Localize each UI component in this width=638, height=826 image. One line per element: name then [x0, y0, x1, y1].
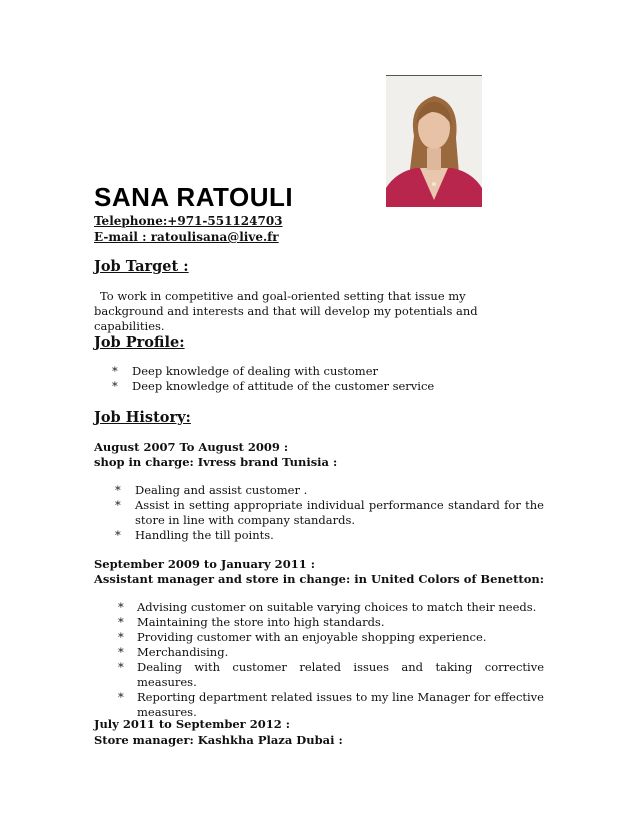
- list-item: [115, 528, 544, 543]
- list-item: [118, 615, 544, 630]
- bullet-star: *: [112, 364, 118, 378]
- job-period: July 2011 to September 2012 :: [94, 717, 290, 731]
- list-item: [118, 645, 544, 660]
- list-item: [118, 600, 544, 615]
- job-period: August 2007 To August 2009 :: [94, 440, 289, 454]
- job-profile-heading: Job Profile:: [94, 334, 185, 351]
- list-item-text: Dealing and assist customer .: [135, 483, 308, 497]
- telephone-line: Telephone:+971-551124703: [94, 214, 283, 228]
- bullet-star: *: [118, 690, 124, 704]
- list-item: [118, 630, 544, 645]
- list-item-text: Handling the till points.: [135, 528, 274, 542]
- portrait-image: [386, 76, 482, 207]
- candidate-name: SANA RATOULI: [94, 182, 294, 212]
- email-line: E-mail : ratoulisana@live.fr: [94, 230, 279, 244]
- list-item-text: Reporting department related issues to my line Manager for effective measures.: [137, 690, 544, 719]
- list-item: [118, 660, 544, 690]
- bullet-star: *: [118, 615, 124, 629]
- job-role: shop in charge: Ivress brand Tunisia :: [94, 455, 338, 469]
- job-target-text: To work in competitive and goal-oriented setting that issue my background and interests and that will develop my potentials and capabilities.: [94, 289, 478, 333]
- bullet-star: *: [115, 498, 121, 512]
- list-item: [118, 690, 544, 720]
- list-item-text: Providing customer with an enjoyable shopping experience.: [137, 630, 487, 644]
- list-item-text: Assist in setting appropriate individual performance standard for the store in line with company standards.: [135, 498, 544, 527]
- list-item-text: Dealing with customer related issues and taking corrective measures.: [137, 660, 544, 689]
- bullet-star: *: [115, 528, 121, 542]
- profile-photo: [386, 75, 482, 207]
- list-item: [112, 364, 532, 379]
- job-role: Store manager: Kashkha Plaza Dubai :: [94, 733, 343, 747]
- list-item-text: Maintaining the store into high standards.: [137, 615, 385, 629]
- job-period: September 2009 to January 2011 :: [94, 557, 315, 571]
- job-duties-list: [115, 483, 544, 543]
- list-item-text: Deep knowledge of dealing with customer: [132, 364, 379, 378]
- job-duties-list: [118, 600, 544, 720]
- list-item: [112, 379, 532, 394]
- list-item-text: Advising customer on suitable varying choices to match their needs.: [137, 600, 537, 614]
- list-item: [115, 498, 544, 528]
- job-role: Assistant manager and store in change: in United Colors of Benetton:: [94, 572, 545, 586]
- job-target-heading: Job Target :: [94, 258, 189, 275]
- bullet-star: *: [118, 660, 124, 674]
- bullet-star: *: [118, 630, 124, 644]
- bullet-star: *: [115, 483, 121, 497]
- list-item: [115, 483, 544, 498]
- bullet-star: *: [112, 379, 118, 393]
- bullet-star: *: [118, 600, 124, 614]
- list-item-text: Deep knowledge of attitude of the customer service: [132, 379, 435, 393]
- job-history-heading: Job History:: [94, 409, 191, 426]
- bullet-star: *: [118, 645, 124, 659]
- job-profile-list: [112, 364, 532, 394]
- list-item-text: Merchandising.: [137, 645, 229, 659]
